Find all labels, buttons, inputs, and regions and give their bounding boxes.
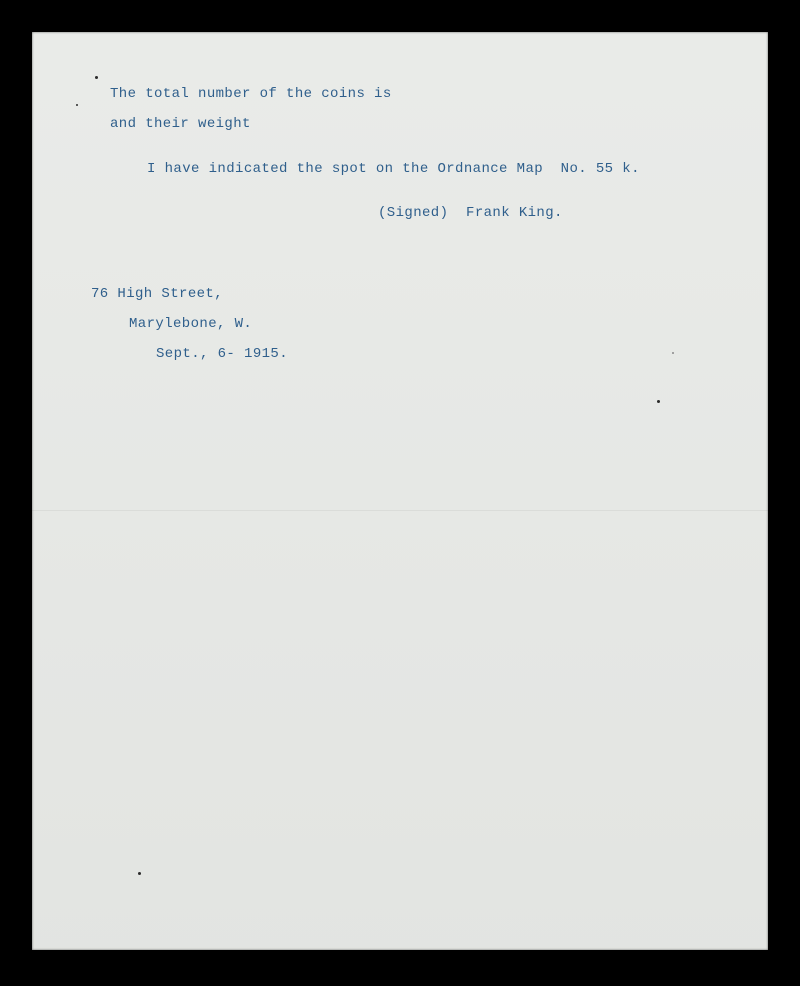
paper-speck (95, 76, 98, 79)
document-page (32, 32, 768, 950)
paper-speck (672, 352, 674, 354)
address-district: Marylebone, W. (129, 316, 253, 332)
paper-fold (32, 510, 768, 511)
paper-speck (657, 400, 660, 403)
address-street: 76 High Street, (91, 286, 224, 302)
letter-date: Sept., 6- 1915. (156, 346, 289, 362)
coins-weight-line: and their weight (110, 116, 251, 132)
coins-count-line: The total number of the coins is (110, 86, 392, 102)
paper-speck (76, 104, 78, 106)
signature-line: (Signed) Frank King. (378, 205, 563, 221)
ordnance-map-line: I have indicated the spot on the Ordnance Map No. 55 k. (147, 161, 640, 177)
paper-speck (138, 872, 141, 875)
